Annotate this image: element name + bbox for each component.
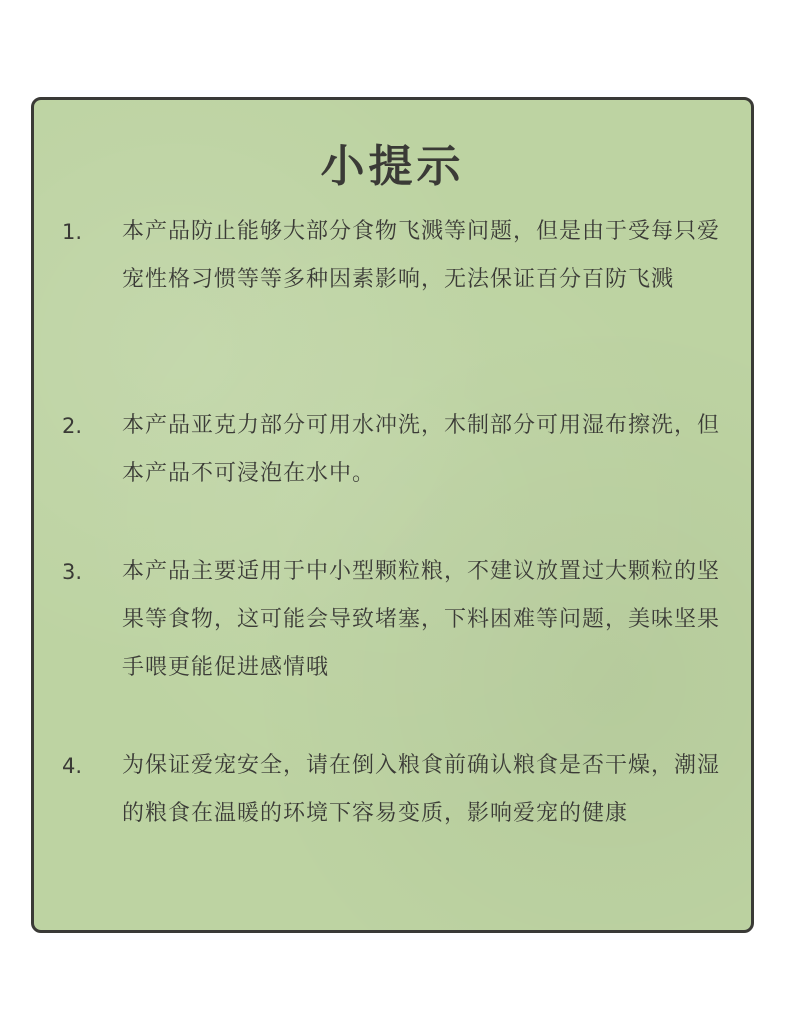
tip-number: 4.	[62, 754, 83, 778]
card-title: 小提示	[320, 141, 465, 192]
tip-text: 为保证爱宠安全，请在倒入粮食前确认粮食是否干燥，潮湿的粮食在温暖的环境下容易变质，影响爱宠的健康	[122, 753, 721, 826]
tip-text: 本产品主要适用于中小型颗粒粮，不建议放置过大颗粒的坚果等食物，这可能会导致堵塞，下料困难等问题，美味坚果手喂更能促进感情哦	[122, 559, 721, 680]
tip-number: 2.	[62, 414, 83, 438]
tip-text: 本产品防止能够大部分食物飞溅等问题，但是由于受每只爱宠性格习惯等等多种因素影响，无法保证百分百防飞溅	[122, 219, 721, 292]
tip-number: 1.	[62, 220, 83, 244]
tips-card	[31, 97, 754, 933]
tip-text: 本产品亚克力部分可用水冲洗，木制部分可用湿布擦洗，但本产品不可浸泡在水中。	[122, 413, 721, 486]
tip-number: 3.	[62, 560, 83, 584]
